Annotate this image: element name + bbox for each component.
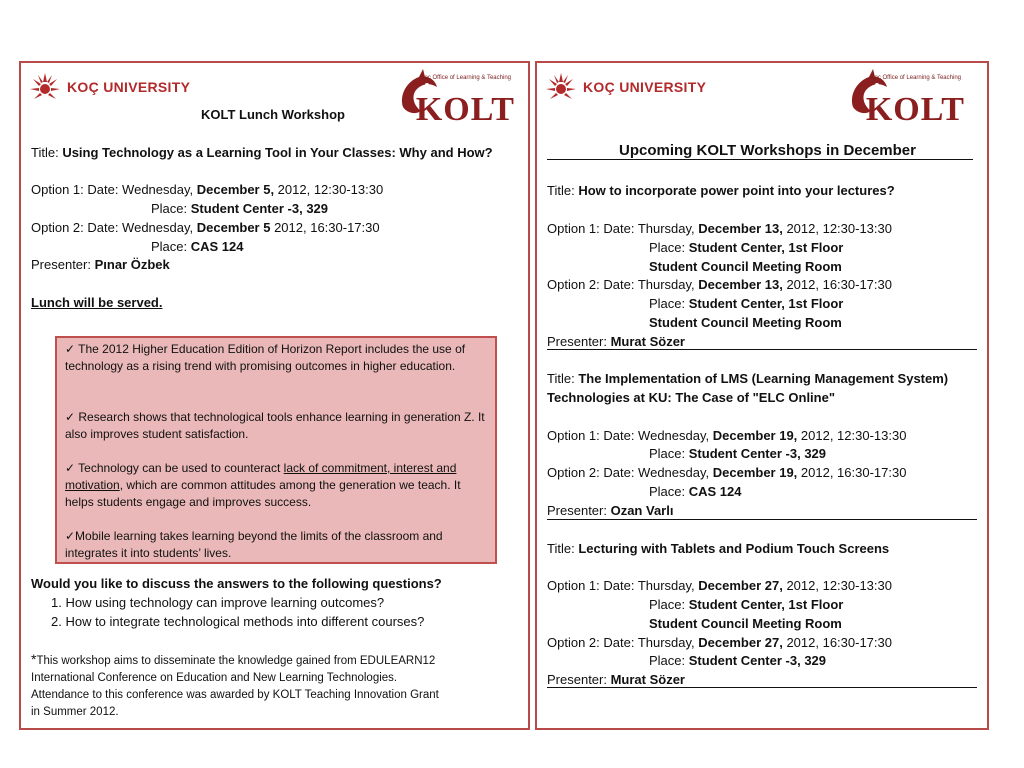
w3-option1-room: Student Council Meeting Room: [649, 616, 842, 631]
kolt-logo: [397, 67, 515, 131]
kolt-wordmark: KOLT: [415, 91, 515, 128]
option2-prefix: Option 2: Date: Wednesday,: [31, 220, 197, 235]
option-prefix: Option 2: Date: Thursday,: [547, 277, 699, 292]
w2-option1-date: [547, 426, 906, 445]
koc-sunburst-icon: [545, 71, 577, 103]
w3-option2-place: [649, 651, 826, 670]
option-date: December 13,: [698, 277, 783, 292]
option1-prefix: Option 1: Date: Wednesday,: [31, 182, 197, 197]
title-value: How to incorporate power point into your lectures?: [578, 183, 895, 198]
divider: [547, 159, 973, 160]
w1-option1-room: Student Council Meeting Room: [649, 259, 842, 274]
option-time: 2012, 16:30-17:30: [782, 635, 892, 650]
option2-place-label: Place:: [151, 239, 191, 254]
place-label: Place:: [649, 446, 689, 461]
title-value: Using Technology as a Learning Tool in Your Classes: Why and How?: [62, 145, 493, 160]
callout-text: , which are common attitudes among the generation we teach. It helps students engage and improves success.: [65, 478, 461, 509]
option2-time: 2012, 16:30-17:30: [270, 220, 380, 235]
koc-sunburst-icon: [29, 71, 61, 103]
presenter-label: Presenter:: [547, 672, 611, 687]
presenter-name: Pınar Özbek: [94, 257, 170, 272]
option-date: December 27,: [698, 578, 783, 593]
title-label: Title:: [547, 541, 579, 556]
option1-place-value: Student Center -3, 329: [190, 201, 329, 216]
university-name: KOÇ UNIVERSITY: [583, 79, 707, 95]
callout-item: ✓Mobile learning takes learning beyond the limits of the classroom and integrates it into students’ lives.: [65, 529, 443, 560]
workshop-3-title: [547, 539, 889, 558]
lunch-workshop-flyer: [19, 61, 530, 730]
option2-place: [151, 237, 244, 256]
presenter-label: Presenter:: [547, 503, 611, 518]
presenter-label: Presenter:: [31, 257, 95, 272]
callout-text: ✓ Technology can be used to counteract: [65, 461, 284, 475]
option-time: 2012, 12:30-13:30: [797, 428, 907, 443]
koc-university-logo: [29, 71, 190, 103]
callout-item: ✓ The 2012 Higher Education Edition of Horizon Report includes the use of technology as a rising trend with promising outcomes in higher education.: [65, 342, 466, 373]
place-label: Place:: [649, 240, 689, 255]
question-item: 2. How to integrate technological methods into different courses?: [51, 614, 425, 629]
w2-option1-place: [649, 444, 826, 463]
option-time: 2012, 16:30-17:30: [797, 465, 907, 480]
title-label: Title:: [31, 145, 63, 160]
workshop-title: [31, 143, 493, 162]
w1-option1-date: [547, 219, 892, 238]
w1-option2-room: Student Council Meeting Room: [649, 315, 842, 330]
callout-item: ✓ Research shows that technological tools enhance learning in generation Z. It also improves student satisfaction.: [65, 410, 485, 441]
w2-presenter: [547, 501, 673, 520]
w3-option2-date: [547, 633, 892, 652]
w2-option2-date: [547, 463, 906, 482]
divider: [547, 349, 977, 350]
lunch-note: Lunch will be served.: [31, 295, 163, 310]
callout-item: [65, 460, 487, 511]
kolt-subtitle: Koc Office of Learning & Teaching: [870, 75, 961, 81]
title-value: Lecturing with Tablets and Podium Touch Screens: [578, 541, 890, 556]
title-label: Title:: [547, 183, 579, 198]
footnote-line: International Conference on Education and New Learning Technologies.: [31, 672, 398, 684]
footnote: [31, 651, 439, 721]
kolt-wordmark: KOLT: [865, 91, 965, 128]
kolt-subtitle: Koc Office of Learning & Teaching: [420, 75, 511, 81]
option2-date: [31, 218, 380, 237]
presenter-label: Presenter:: [547, 334, 611, 349]
title-value: The Implementation of LMS (Learning Management System): [578, 371, 949, 386]
option-date: December 19,: [712, 428, 798, 443]
title-label: Title:: [547, 371, 579, 386]
upcoming-heading: Upcoming KOLT Workshops in December: [619, 142, 916, 159]
w1-option2-place: [649, 294, 843, 313]
place-label: Place:: [649, 653, 689, 668]
option-prefix: Option 2: Date: Wednesday,: [547, 465, 713, 480]
upcoming-workshops-flyer: [535, 61, 989, 730]
option-prefix: Option 1: Date: Thursday,: [547, 578, 699, 593]
place-label: Place:: [649, 484, 689, 499]
option-time: 2012, 12:30-13:30: [782, 578, 892, 593]
w2-option2-place: [649, 482, 742, 501]
footnote-line: This workshop aims to disseminate the knowledge gained from EDULEARN12: [36, 655, 436, 667]
benefits-callout-box: [55, 336, 497, 564]
option2-place-value: CAS 124: [190, 239, 244, 254]
option-time: 2012, 16:30-17:30: [782, 277, 892, 292]
presenter-name: Ozan Varlı: [610, 503, 674, 518]
place-value: CAS 124: [688, 484, 742, 499]
option-prefix: Option 1: Date: Thursday,: [547, 221, 699, 236]
presenter: [31, 255, 170, 274]
kolt-logo: [847, 67, 965, 131]
discussion-question: Would you like to discuss the answers to the following questions?: [31, 576, 442, 591]
option1-date: [31, 180, 383, 199]
place-value: Student Center -3, 329: [688, 653, 827, 668]
option-date: December 27,: [698, 635, 783, 650]
option-prefix: Option 1: Date: Wednesday,: [547, 428, 713, 443]
koc-university-logo: [545, 71, 706, 103]
workshop-2-title-cont: Technologies at KU: The Case of "ELC Online": [547, 390, 836, 405]
place-value: Student Center, 1st Floor: [688, 597, 844, 612]
footnote-line: Attendance to this conference was awarded by KOLT Teaching Innovation Grant: [31, 689, 439, 701]
divider: [547, 519, 977, 520]
w1-option2-date: [547, 275, 892, 294]
place-value: Student Center, 1st Floor: [688, 296, 844, 311]
presenter-name: Murat Sözer: [610, 334, 685, 349]
place-label: Place:: [649, 597, 689, 612]
university-name: KOÇ UNIVERSITY: [67, 79, 191, 95]
w3-option1-place: [649, 595, 843, 614]
place-label: Place:: [649, 296, 689, 311]
option-date: December 19,: [712, 465, 798, 480]
question-item: 1. How using technology can improve learning outcomes?: [51, 595, 385, 610]
place-value: Student Center, 1st Floor: [688, 240, 844, 255]
option-date: December 13,: [698, 221, 783, 236]
callout-underlined-text: lack of commitment, interest and motivation: [65, 461, 457, 492]
footnote-line: in Summer 2012.: [31, 706, 119, 718]
workshop-2-title: [547, 369, 948, 388]
option1-date-value: December 5,: [196, 182, 275, 197]
w1-option1-place: [649, 238, 843, 257]
workshop-1-title: [547, 181, 895, 200]
w3-option1-date: [547, 576, 892, 595]
place-value: Student Center -3, 329: [688, 446, 827, 461]
option-time: 2012, 12:30-13:30: [782, 221, 892, 236]
presenter-name: Murat Sözer: [610, 672, 685, 687]
workshop-heading: KOLT Lunch Workshop: [201, 107, 345, 122]
option1-place: [151, 199, 328, 218]
divider: [547, 687, 977, 688]
option1-place-label: Place:: [151, 201, 191, 216]
option-prefix: Option 2: Date: Thursday,: [547, 635, 699, 650]
option1-time: 2012, 12:30-13:30: [274, 182, 384, 197]
option2-date-value: December 5: [196, 220, 271, 235]
footnote-star: *: [31, 651, 37, 667]
